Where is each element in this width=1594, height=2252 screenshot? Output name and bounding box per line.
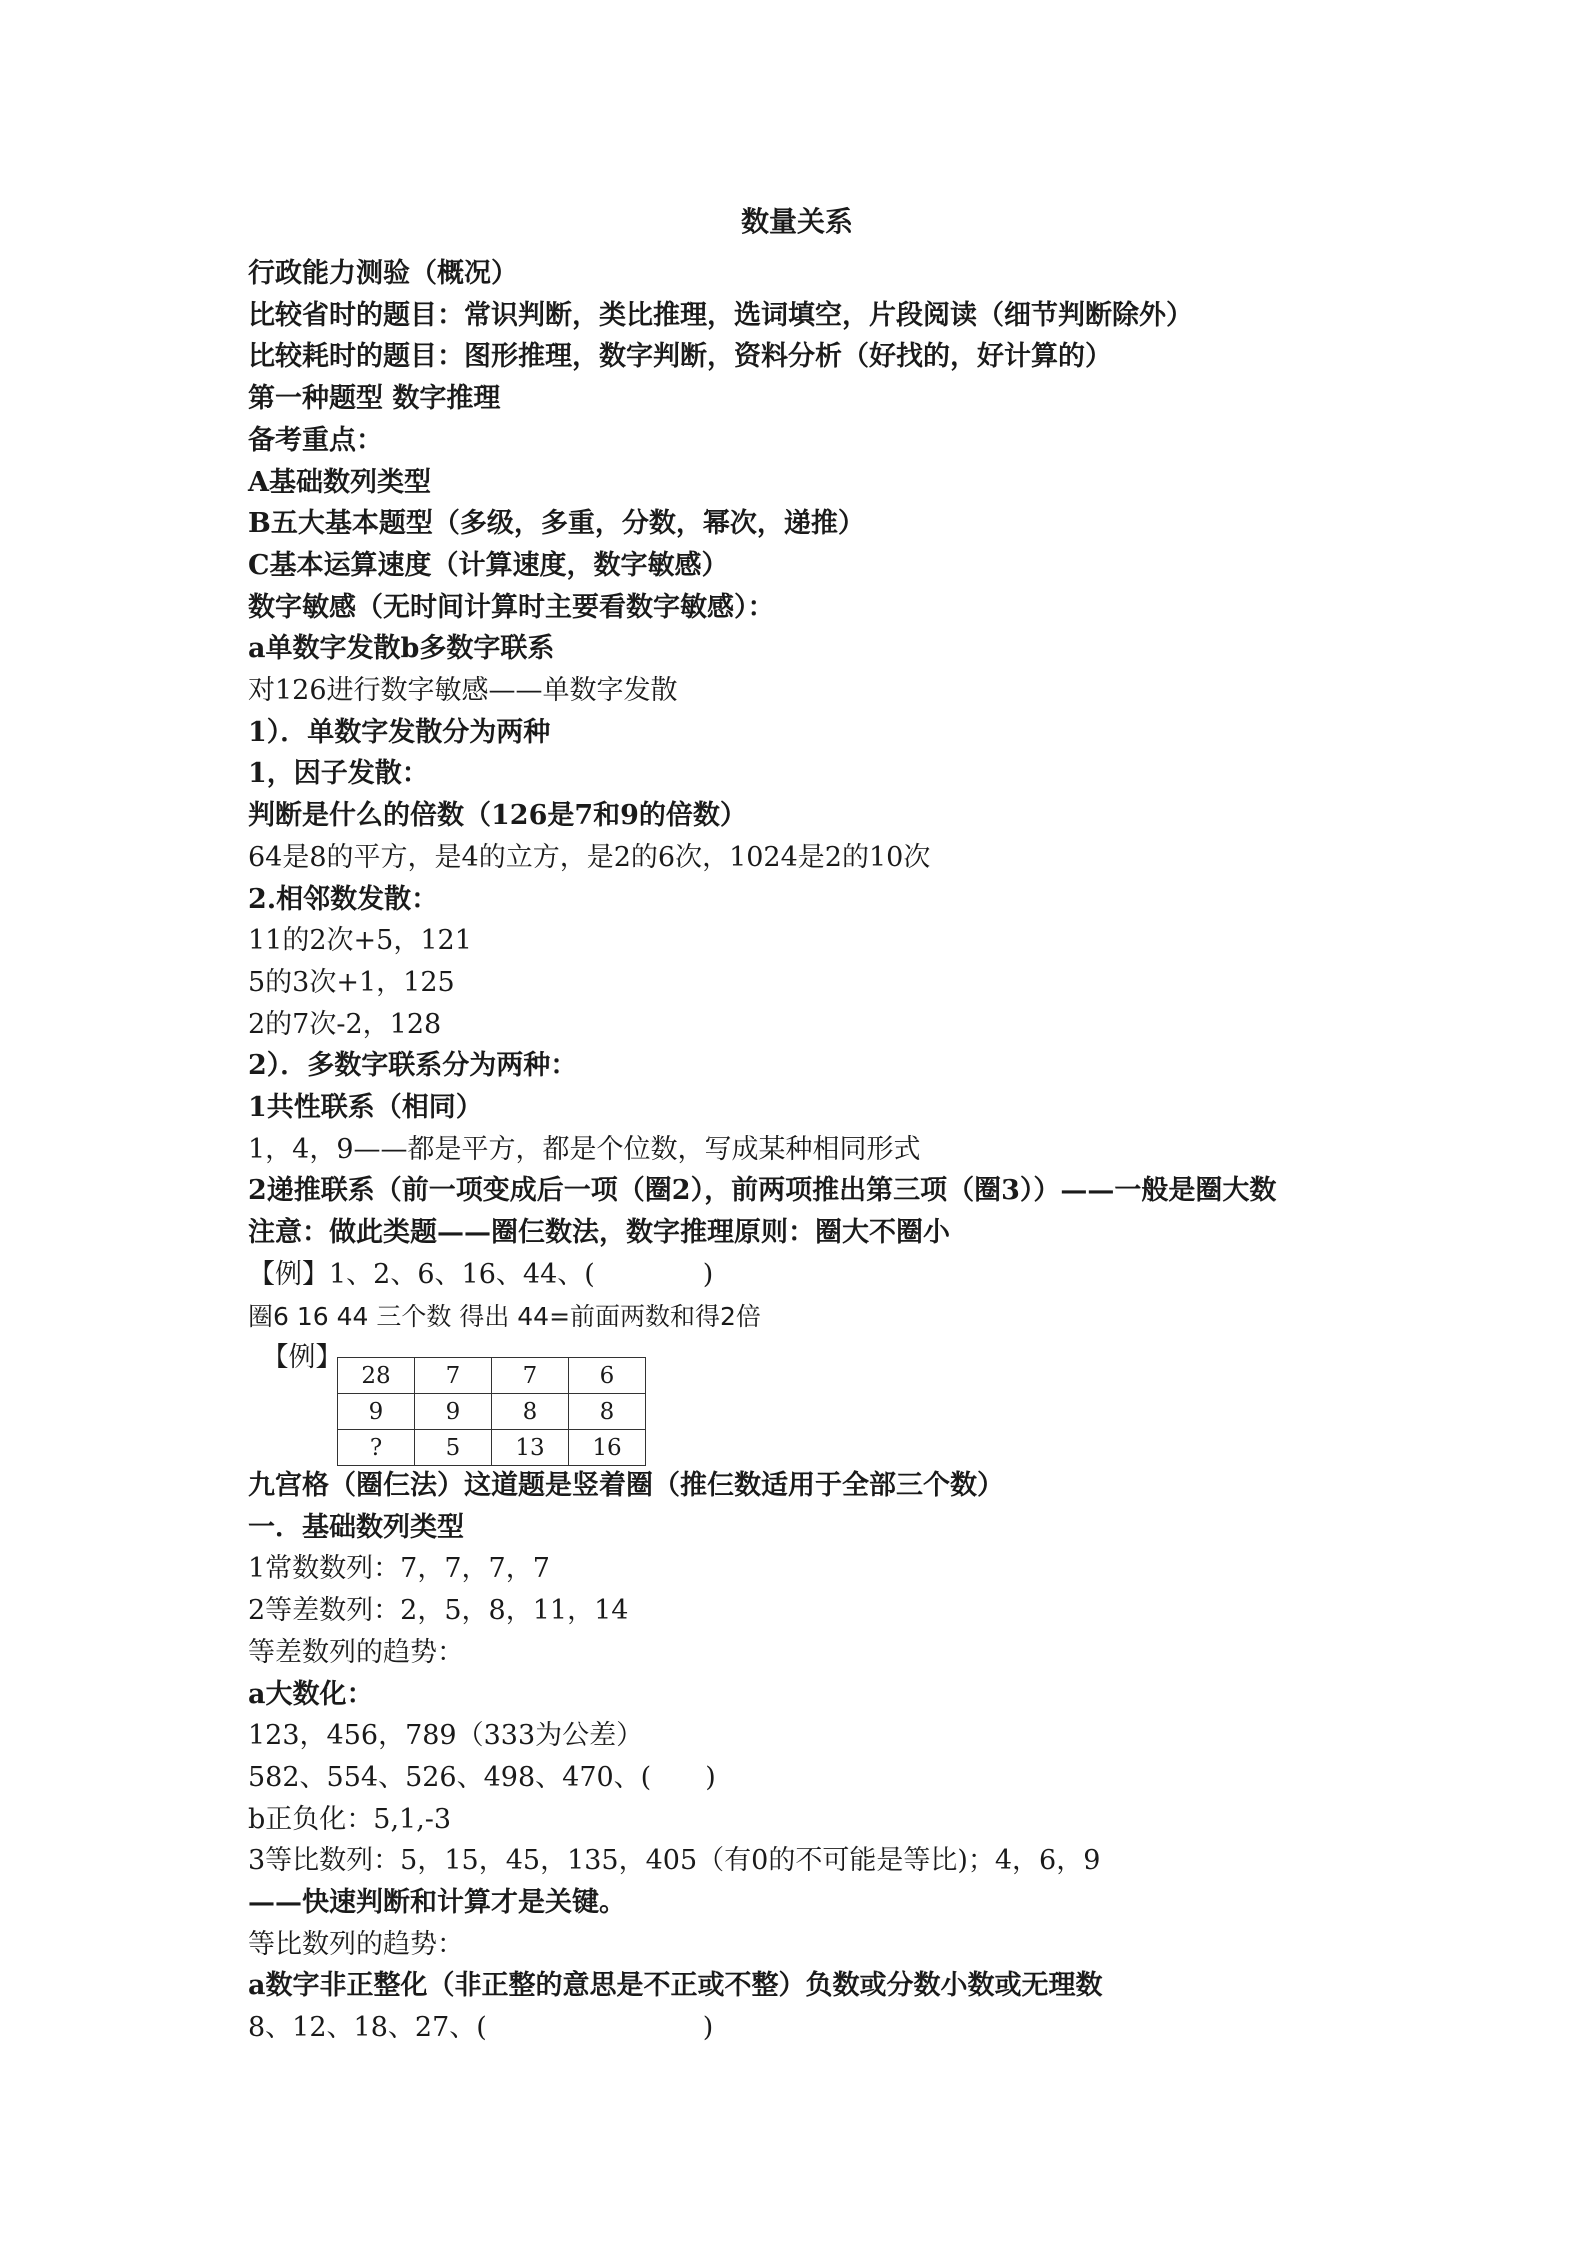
text-line: B五大基本题型（多级，多重，分数，幂次，递推）	[248, 508, 865, 540]
text-line: 1共性联系（相同）	[248, 1092, 483, 1123]
text-line: 11的2次+5，121	[248, 925, 472, 957]
text-line: 注意：做此类题——圈仨数法，数字推理原则：圈大不圈小	[248, 1217, 950, 1249]
text-line: a大数化：	[248, 1678, 374, 1710]
grid-cell: ?	[338, 1430, 415, 1466]
text-line: 3等比数列：5，15，45，135，405（有0的不可能是等比)；4，6，9	[248, 1845, 1101, 1877]
grid-row	[338, 1394, 646, 1430]
grid-cell: 5	[415, 1430, 492, 1466]
text-line: 【例】	[248, 1342, 343, 1374]
text-line: 5的3次+1，125	[248, 966, 455, 998]
text-line: 行政能力测验（概况）	[248, 258, 518, 289]
grid-row	[338, 1430, 646, 1466]
text-line: 备考重点：	[248, 424, 383, 456]
text-line: 等差数列的趋势：	[248, 1636, 464, 1668]
text-line: 2.相邻数发散：	[248, 883, 439, 915]
text-line: 第一种题型 数字推理	[248, 383, 501, 415]
text-line: 2等差数列：2，5，8，11，14	[248, 1595, 629, 1627]
text-line: 1，因子发散：	[248, 758, 429, 790]
text-line: 等比数列的趋势：	[248, 1928, 464, 1960]
text-line: 2）．多数字联系分为两种：	[248, 1050, 578, 1082]
grid-cell: 9	[338, 1394, 415, 1430]
text-line: 1常数数列：7，7，7，7	[248, 1553, 550, 1585]
text-line: 对126进行数字敏感——单数字发散	[248, 675, 678, 706]
text-line: 582、554、526、498、470、( )	[248, 1761, 716, 1793]
text-line: 圈6 16 44 三个数 得出 44=前面两数和得2倍	[248, 1301, 761, 1331]
text-line: a单数字发散b多数字联系	[248, 633, 555, 665]
text-line: 比较耗时的题目：图形推理，数字判断，资料分析（好找的，好计算的）	[248, 341, 1112, 373]
text-line: 8、12、18、27、( )	[248, 2012, 714, 2044]
text-line: 1）．单数字发散分为两种	[248, 716, 551, 748]
text-line: a数字非正整化（非正整的意思是不正或不整）负数或分数小数或无理数	[248, 1970, 1103, 2002]
text-line: 比较省时的题目：常识判断，类比推理，选词填空，片段阅读（细节判断除外）	[248, 299, 1193, 331]
text-line: 1，4，9——都是平方，都是个位数，写成某种相同形式	[248, 1133, 921, 1165]
text-line: 判断是什么的倍数（126是7和9的倍数）	[248, 800, 747, 832]
text-line: 123，456，789（333为公差）	[248, 1720, 644, 1752]
grid-cell: 13	[492, 1430, 569, 1466]
grid-cell: 7	[492, 1358, 569, 1394]
grid-cell: 28	[338, 1358, 415, 1394]
text-line: 九宫格（圈仨法）这道题是竖着圈（推仨数适用于全部三个数）	[248, 1470, 1004, 1501]
text-line: A基础数列类型	[248, 466, 431, 498]
grid-cell: 7	[415, 1358, 492, 1394]
grid-cell: 8	[492, 1394, 569, 1430]
text-line: 2递推联系（前一项变成后一项（圈2），前两项推出第三项（圈3））——一般是圈大数	[248, 1175, 1277, 1207]
grid-cell: 16	[569, 1430, 646, 1466]
text-line: b正负化：5,1,-3	[248, 1803, 452, 1835]
text-line: 2的7次-2，128	[248, 1008, 442, 1040]
grid-cell: 9	[415, 1394, 492, 1430]
number-grid	[337, 1357, 646, 1466]
text-line: ——快速判断和计算才是关键。	[248, 1887, 626, 1918]
text-line: 一．基础数列类型	[248, 1511, 464, 1543]
text-line: 【例】1、2、6、16、44、( )	[248, 1258, 714, 1290]
grid-cell: 8	[569, 1394, 646, 1430]
text-line: 64是8的平方，是4的立方，是2的6次，1024是2的10次	[248, 841, 931, 873]
grid-row	[338, 1358, 646, 1394]
grid-cell: 6	[569, 1358, 646, 1394]
page-title: 数量关系	[740, 205, 853, 238]
text-line: C基本运算速度（计算速度，数字敏感）	[248, 549, 729, 581]
text-line: 数字敏感（无时间计算时主要看数字敏感）：	[248, 591, 775, 623]
